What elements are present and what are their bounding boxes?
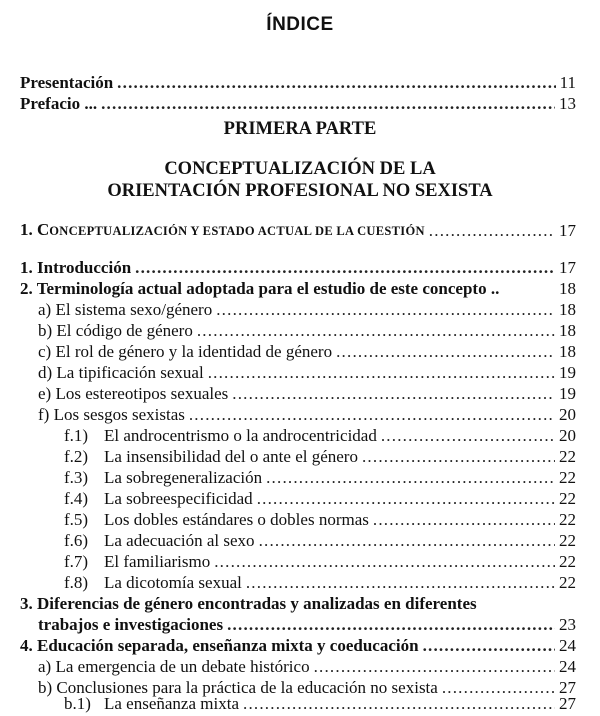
leader-dots [362, 446, 555, 468]
entry-label: Conclusiones para la práctica de la educación no sexista [56, 678, 438, 697]
entry-page: 20 [559, 405, 576, 424]
entry-prefix: f.4) [64, 489, 89, 508]
leader-dots [101, 93, 555, 115]
toc-entry-presentacion[interactable] [20, 72, 576, 94]
entry-prefix: b) [38, 321, 53, 340]
entry-prefix: f.3) [64, 468, 89, 487]
entry-label: Introducción [37, 258, 132, 277]
toc-entry-prefacio[interactable] [20, 93, 576, 115]
entry-label: La adecuación al sexo [104, 531, 255, 550]
entry-prefix: f.1) [64, 426, 89, 445]
entry-page: 22 [559, 489, 576, 508]
entry-prefix: 1. [20, 258, 33, 277]
entry-label: Educación separada, enseñanza mixta y coeducación [37, 636, 419, 655]
toc-entry[interactable] [20, 278, 576, 300]
entry-prefix: f.5) [64, 510, 89, 529]
entry-label: Terminología actual adoptada para el estudio de este concepto .. [36, 279, 500, 298]
leader-dots [266, 467, 555, 489]
entry-page: 18 [559, 321, 576, 340]
chapter-number: 1. [20, 220, 33, 239]
chapter-heading[interactable] [20, 220, 576, 242]
toc-entry[interactable] [20, 635, 576, 657]
leader-dots [257, 488, 555, 510]
entry-label: La emergencia de un debate histórico [55, 657, 310, 676]
toc-entry[interactable] [64, 425, 576, 447]
leader-dots [232, 383, 555, 405]
entry-prefix: f.8) [64, 573, 89, 592]
leader-dots [214, 551, 555, 573]
leader-dots [373, 509, 555, 531]
entry-prefix: f.2) [64, 447, 89, 466]
entry-label: Los dobles estándares o dobles normas [104, 510, 369, 529]
entry-page: 22 [559, 447, 576, 466]
entry-page: 27 [559, 694, 576, 713]
leader-dots [216, 299, 555, 321]
page-title: ÍNDICE [266, 14, 334, 35]
entry-prefix: f) [38, 405, 50, 424]
entry-prefix: d) [38, 363, 53, 382]
part-subtitle-line2: ORIENTACIÓN PROFESIONAL NO SEXISTA [107, 181, 493, 201]
part-title: PRIMERA PARTE [223, 119, 377, 139]
chapter-label [20, 219, 425, 242]
entry-prefix: 3. [20, 594, 33, 613]
entry-page: 20 [559, 426, 576, 445]
entry-page: 22 [559, 552, 576, 571]
leader-dots [314, 656, 555, 678]
toc-entry[interactable] [38, 656, 576, 678]
toc-entry[interactable] [64, 693, 576, 715]
entry-prefix: f.6) [64, 531, 89, 550]
entry-page: 27 [559, 678, 576, 697]
leader-dots [117, 72, 555, 94]
entry-prefix: b) [38, 678, 53, 697]
chapter-initial: C [37, 220, 50, 239]
toc-entry[interactable] [38, 362, 576, 384]
entry-page: 18 [559, 300, 576, 319]
entry-label: El código de género [56, 321, 193, 340]
toc-entry[interactable] [64, 488, 576, 510]
toc-entry[interactable] [38, 299, 576, 321]
leader-dots [336, 341, 555, 363]
leader-dots [197, 320, 555, 342]
entry-prefix: a) [38, 300, 52, 319]
toc-entry-line1[interactable] [20, 593, 477, 615]
entry-page: 24 [559, 657, 576, 676]
leader-dots [259, 530, 555, 552]
entry-label: Presentación [20, 73, 114, 92]
toc-entry[interactable] [38, 383, 576, 405]
part-subtitle-line1: CONCEPTUALIZACIÓN DE LA [164, 159, 436, 179]
entry-label: La dicotomía sexual [104, 573, 242, 592]
entry-label: El familiarismo [104, 552, 211, 571]
toc-entry-line2[interactable] [38, 614, 576, 636]
toc-entry[interactable] [64, 530, 576, 552]
entry-prefix: f.7) [64, 552, 89, 571]
entry-prefix: 2. [20, 279, 33, 298]
leader-dots [429, 220, 555, 242]
entry-label-continued: trabajos e investigaciones [38, 615, 224, 634]
entry-label: Los sesgos sexistas [53, 405, 185, 424]
entry-label: La sobregeneralización [104, 468, 263, 487]
entry-page: 18 [559, 279, 576, 298]
toc-entry[interactable] [38, 341, 576, 363]
entry-page: 17 [559, 221, 576, 240]
entry-page: 18 [559, 342, 576, 361]
toc-entry[interactable] [64, 551, 576, 573]
chapter-title-rest: ONCEPTUALIZACIÓN Y ESTADO ACTUAL DE LA CUESTIÓN [49, 224, 425, 238]
entry-label: El androcentrismo o la androcentricidad [104, 426, 377, 445]
entry-label: El rol de género y la identidad de género [55, 342, 333, 361]
leader-dots [423, 635, 555, 657]
leader-dots [208, 362, 555, 384]
entry-label: Diferencias de género encontradas y analizadas en diferentes [37, 594, 477, 613]
leader-dots [246, 572, 555, 594]
leader-dots [243, 693, 555, 715]
entry-page: 19 [559, 363, 576, 382]
entry-page: 17 [559, 258, 576, 277]
entry-prefix: a) [38, 657, 52, 676]
toc-entry[interactable] [20, 257, 576, 279]
toc-entry[interactable] [64, 467, 576, 489]
leader-dots [381, 425, 555, 447]
entry-page: 19 [559, 384, 576, 403]
leader-dots [189, 404, 555, 426]
toc-entry[interactable] [38, 404, 576, 426]
entry-prefix: e) [38, 384, 52, 403]
entry-label: Los estereotipos sexuales [55, 384, 229, 403]
entry-page: 22 [559, 468, 576, 487]
entry-page: 11 [559, 73, 576, 92]
entry-label: La insensibilidad del o ante el género [104, 447, 358, 466]
entry-label: Prefacio ... [20, 94, 98, 113]
toc-entry[interactable] [64, 446, 576, 468]
entry-label: La sobreespecificidad [104, 489, 253, 508]
entry-page: 24 [559, 636, 576, 655]
toc-entry[interactable] [64, 572, 576, 594]
entry-page: 22 [559, 573, 576, 592]
entry-label: El sistema sexo/género [55, 300, 213, 319]
entry-prefix: b.1) [64, 694, 91, 713]
entry-page: 22 [559, 510, 576, 529]
entry-prefix: 4. [20, 636, 33, 655]
entry-label: La enseñanza mixta [104, 694, 239, 713]
toc-entry[interactable] [38, 320, 576, 342]
entry-page: 22 [559, 531, 576, 550]
leader-dots [227, 614, 555, 636]
entry-prefix: c) [38, 342, 52, 361]
entry-page: 23 [559, 615, 576, 634]
entry-page: 13 [559, 94, 576, 113]
leader-dots [135, 257, 555, 279]
entry-label: La tipificación sexual [56, 363, 204, 382]
toc-entry[interactable] [64, 509, 576, 531]
